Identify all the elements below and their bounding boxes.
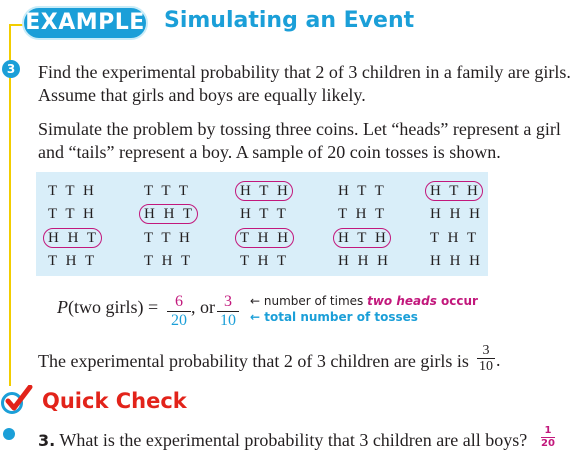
toss-cell-circled: H H T bbox=[139, 204, 198, 224]
fraction-numerator: 3 bbox=[224, 293, 232, 310]
toss-cell: T T H bbox=[48, 183, 97, 199]
guide-line bbox=[9, 24, 11, 386]
toss-cell: T H T bbox=[48, 253, 97, 269]
formula-lhs: P(two girls) = bbox=[57, 297, 159, 317]
fraction-6-20 bbox=[167, 293, 191, 330]
toss-cell: T H T bbox=[430, 230, 479, 246]
toss-cell-circled: H T H bbox=[333, 228, 391, 248]
toss-cell-circled: T H H bbox=[235, 228, 294, 248]
toss-cell: T H T bbox=[338, 206, 387, 222]
step-number: 3 bbox=[2, 60, 20, 78]
fraction-numerator: 3 bbox=[482, 343, 490, 358]
toss-cell: T T H bbox=[48, 206, 97, 222]
fraction-numerator: 6 bbox=[175, 293, 183, 310]
toss-cell-circled: H T H bbox=[425, 181, 483, 201]
example-title: Simulating an Event bbox=[164, 8, 415, 33]
problem-line-2: Assume that girls and boys are equally likely. bbox=[38, 85, 366, 105]
toss-cell: H H H bbox=[430, 206, 483, 222]
answer-numerator: 1 bbox=[544, 425, 552, 436]
simulation-line-2: and “tails” represent a boy. A sample of 20 coin tosses is shown. bbox=[38, 142, 501, 162]
guide-line-top bbox=[9, 24, 23, 26]
note-prefix: ← number of times bbox=[250, 294, 368, 308]
toss-cell: T T H bbox=[144, 230, 193, 246]
toss-cell: H T T bbox=[240, 206, 289, 222]
simulation-line-1: Simulate the problem by tossing three coins. Let “heads” represent a girl bbox=[38, 119, 561, 139]
coin-toss-table bbox=[36, 172, 488, 276]
question-number: 3. bbox=[38, 431, 56, 450]
formula-or: , or bbox=[191, 297, 215, 317]
note-suffix: occur bbox=[436, 294, 478, 308]
fraction-denominator: 20 bbox=[167, 311, 191, 330]
toss-cell: T H T bbox=[144, 253, 193, 269]
note-emphasis: two heads bbox=[367, 294, 437, 308]
fraction-3-10 bbox=[217, 293, 239, 330]
toss-cell-circled: H T H bbox=[235, 181, 293, 201]
answer-fraction bbox=[541, 425, 555, 450]
toss-cell: T H T bbox=[240, 253, 289, 269]
note-two-heads bbox=[250, 294, 478, 308]
bullet-icon bbox=[3, 428, 15, 440]
toss-cell: H H H bbox=[430, 253, 483, 269]
toss-cell: T T T bbox=[144, 183, 191, 199]
checkmark-icon bbox=[1, 392, 23, 414]
quick-check-title: Quick Check bbox=[42, 389, 187, 413]
answer-denominator: 20 bbox=[541, 438, 555, 449]
toss-cell: H T T bbox=[338, 183, 387, 199]
problem-line-1: Find the experimental probability that 2 of 3 children in a family are girls. bbox=[38, 62, 571, 82]
toss-cell-circled: H H T bbox=[43, 228, 102, 248]
conclusion-text: The experimental probability that 2 of 3 children are girls is bbox=[38, 351, 469, 371]
note-total-tosses: ← total number of tosses bbox=[250, 310, 418, 324]
question-text: What is the experimental probability that 3 children are all boys? bbox=[59, 430, 528, 450]
quick-check-question bbox=[38, 430, 527, 451]
fraction-denominator: 10 bbox=[479, 359, 493, 374]
toss-cell: H H H bbox=[338, 253, 391, 269]
example-badge-label: EXAMPLE bbox=[25, 10, 145, 35]
fraction-denominator: 10 bbox=[217, 311, 239, 330]
conclusion-fraction bbox=[477, 343, 495, 374]
conclusion-period: . bbox=[496, 350, 501, 370]
